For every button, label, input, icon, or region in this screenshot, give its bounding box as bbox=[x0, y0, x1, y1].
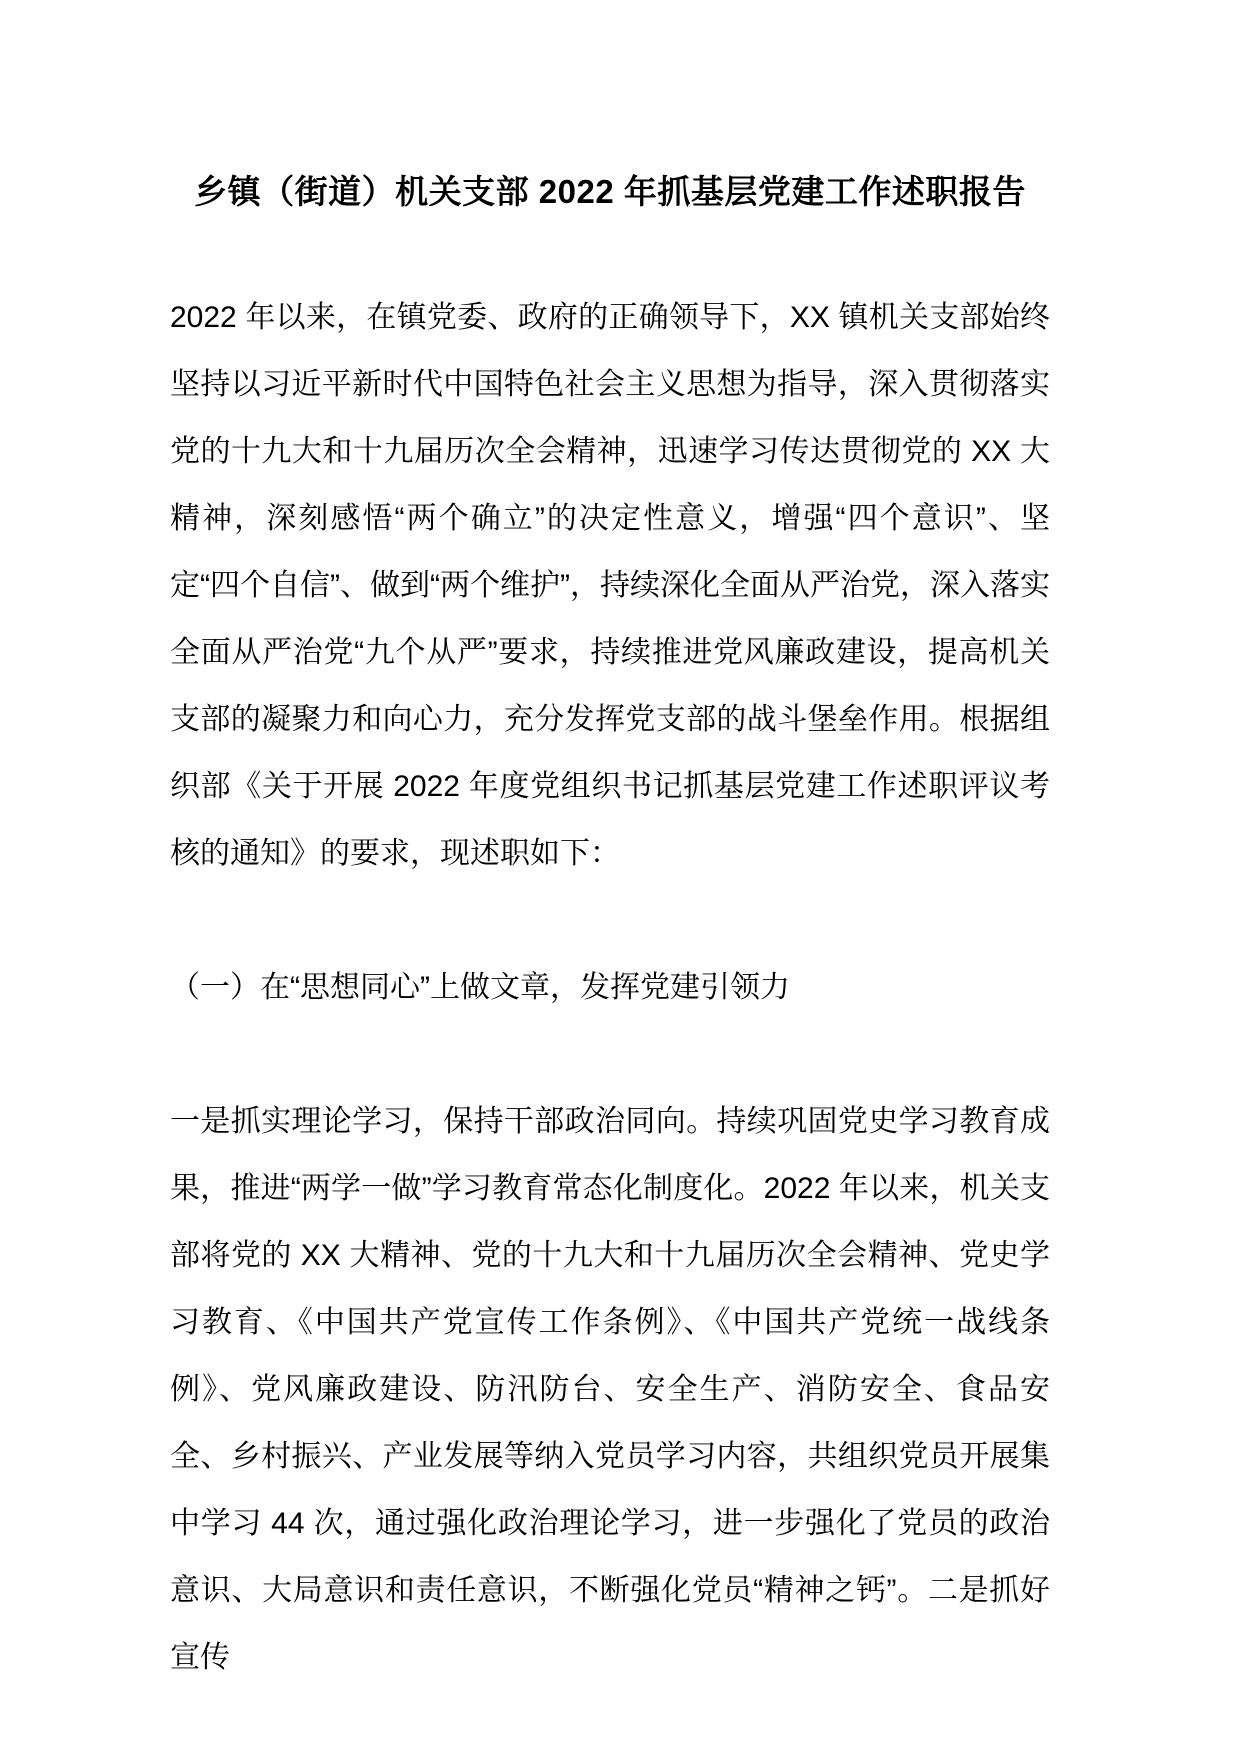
intro-paragraph: 2022 年以来，在镇党委、政府的正确领导下，XX 镇机关支部始终坚持以习近平新时代中国特色社会主义思想为指导，深入贯彻落实党的十九大和十九届历次全会精神，迅速学习传达贯彻党的 XX 大精神，深刻感悟“两个确立”的决定性意义，增强“四个意识”、坚定“四个自信”、做到“两个维护”，持续深化全面从严治党，深入落实全面从严治党“九个从严”要求，持续推进党风廉政建设，提高机关支部的凝聚力和向心力，充分发挥党支部的战斗堡垒作用。根据组织部《关于开展 2022 年度党组织书记抓基层党建工作述职评议考核的通知》的要求，现述职如下： bbox=[170, 301, 1050, 870]
body-paragraph-1: 一是抓实理论学习，保持干部政治同向。持续巩固党史学习教育成果，推进“两学一做”学习教育常态化制度化。2022 年以来，机关支部将党的 XX 大精神、党的十九大和十九届历次全会精神、党史学习教育、《中国共产党宣传工作条例》、《中国共产党统一战线条例》、党风廉政建设、防汛防台、安全生产、消防安全、食品安全、乡村振兴、产业发展等纳入党员学习内容，共组织党员开展集中学习 44 次，通过强化政治理论学习，进一步强化了党员的政治意识、大局意识和责任意识，不断强化党员“精神之钙”。二是抓好宣传 bbox=[170, 1105, 1050, 1674]
document-title: 乡镇（街道）机关支部 2022 年抓基层党建工作述职报告 bbox=[194, 173, 1026, 210]
section-heading-1: （一）在“思想同心”上做文章，发挥党建引领力 bbox=[170, 971, 790, 1004]
